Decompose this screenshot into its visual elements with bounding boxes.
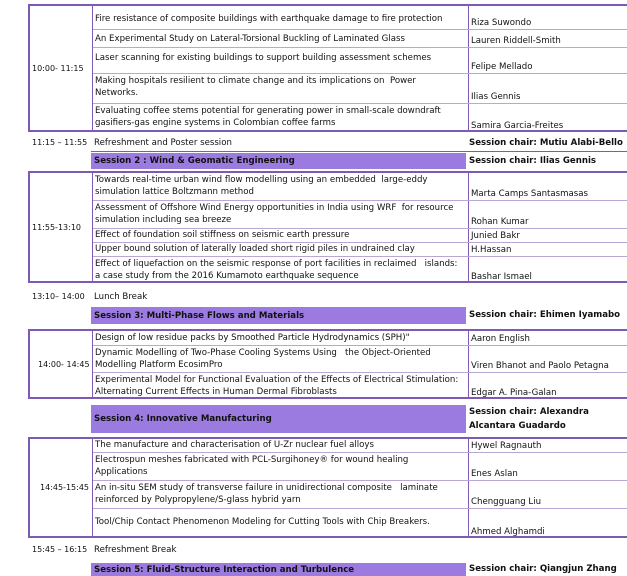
session-block-1 <box>28 4 627 132</box>
time-slot: 13:10– 14:00 <box>32 292 85 301</box>
session-block-2 <box>28 171 627 283</box>
time-slot: 14:45-15:45 <box>40 483 89 492</box>
table-row <box>93 331 627 346</box>
paper-title: Laser scanning for existing buildings to support building assessment schemes <box>95 53 432 63</box>
table-row <box>93 373 627 399</box>
table-row <box>93 229 627 243</box>
session-chair: Session chair: Ehimen Iyamabo <box>469 310 621 320</box>
table-row <box>93 173 627 201</box>
paper-title: Dynamic Modelling of Two-Phase Cooling Systems Using the Object-Oriented Modelling Platform EcosimPro <box>95 348 431 370</box>
paper-author: H.Hassan <box>471 245 512 255</box>
table-row <box>93 243 627 257</box>
paper-title: Assessment of Offshore Wind Energy opportunities in India using WRF for resource simulation including sea breeze <box>95 203 454 225</box>
session-chair: Session chair: Ilias Gennis <box>469 156 597 166</box>
session-chair: Session chair: Qiangjun Zhang <box>469 564 617 574</box>
table-row <box>93 509 627 538</box>
paper-title: Electrospun meshes fabricated with PCL-Surgihoney® for wound healing Applications <box>95 455 409 477</box>
break-row <box>28 292 627 306</box>
session-chair: Session chair: Alexandra Alcantara Guadardo <box>469 407 589 431</box>
break-row <box>28 138 627 152</box>
paper-author: Rohan Kumar <box>471 217 529 227</box>
paper-title: Towards real-time urban wind flow modelling using an embedded large-eddy simulation lattice Boltzmann method <box>95 175 428 197</box>
paper-title: An in-situ SEM study of transverse failure in unidirectional composite laminate reinforced by Polypropylene/S-glass hybrid yarn <box>95 483 438 505</box>
table-row <box>93 439 627 453</box>
time-slot: 10:00- 11:15 <box>32 63 84 73</box>
session-chair: Session chair: Mutiu Alabi-Bello <box>469 138 623 148</box>
paper-author: Aaron English <box>471 334 530 344</box>
break-label: Lunch Break <box>94 292 148 302</box>
table-row <box>93 481 627 509</box>
paper-author: Marta Camps Santasmasas <box>471 189 589 199</box>
paper-title: Evaluating coffee stems potential for generating power in small-scale downdraft gasifiers-gas engine systems in Colombian coffee farms <box>95 106 441 128</box>
table-row <box>93 48 627 74</box>
session-header: Session 2 : Wind & Geomatic Engineering <box>91 153 466 169</box>
paper-author: Bashar Ismael <box>471 272 532 282</box>
break-label: Refreshment and Poster session <box>94 138 232 148</box>
paper-title: Tool/Chip Contact Phenomenon Modeling for Cutting Tools with Chip Breakers. <box>95 517 430 527</box>
session-block-4 <box>28 437 627 538</box>
paper-author: Edgar A. Pina-Galan <box>471 388 557 398</box>
paper-author: Riza Suwondo <box>471 18 532 28</box>
table-row <box>93 74 627 104</box>
session-block-3 <box>28 329 627 399</box>
paper-title: An Experimental Study on Lateral-Torsional Buckling of Laminated Glass <box>95 34 405 44</box>
paper-author: Enes Aslan <box>471 469 518 479</box>
table-row <box>93 6 627 30</box>
time-slot: 15:45 – 16:15 <box>32 545 88 554</box>
paper-author: Hywel Ragnauth <box>471 441 542 451</box>
session-header: Session 5: Fluid-Structure Interaction and Turbulence <box>91 563 466 576</box>
session-header: Session 3: Multi-Phase Flows and Materials <box>91 307 466 324</box>
session-header: Session 4: Innovative Manufacturing <box>91 405 466 433</box>
paper-author: Viren Bhanot and Paolo Petagna <box>471 361 609 371</box>
paper-title: Design of low residue packs by Smoothed Particle Hydrodynamics (SPH)" <box>95 333 410 343</box>
table-row <box>93 30 627 48</box>
paper-title: Fire resistance of composite buildings with earthquake damage to fire protection <box>95 14 443 24</box>
time-slot: 11:15 – 11:55 <box>32 138 88 147</box>
paper-title: Upper bound solution of laterally loaded short rigid piles in undrained clay <box>95 244 415 254</box>
paper-author: Chengguang Liu <box>471 497 542 507</box>
break-label: Refreshment Break <box>94 545 177 555</box>
paper-author: Felipe Mellado <box>471 62 533 72</box>
table-row <box>93 201 627 229</box>
paper-author: Ahmed Alghamdi <box>471 527 545 537</box>
table-row <box>93 346 627 373</box>
table-row <box>93 453 627 481</box>
table-row <box>93 257 627 283</box>
time-slot: 14:00- 14:45 <box>38 359 90 369</box>
paper-author: Lauren Riddell-Smith <box>471 36 561 46</box>
time-slot: 11:55-13:10 <box>32 222 81 232</box>
paper-title: Effect of foundation soil stiffness on seismic earth pressure <box>95 230 350 240</box>
paper-author: Ilias Gennis <box>471 92 521 102</box>
paper-author: Junied Bakr <box>471 231 520 241</box>
paper-title: Effect of liquefaction on the seismic response of port facilities in reclaimed islands: a case study from the 2016 Kumamoto earthquake sequence <box>95 259 458 281</box>
paper-title: Making hospitals resilient to climate change and its implications on Power Networks. <box>95 76 416 98</box>
table-row <box>93 104 627 132</box>
paper-title: The manufacture and characterisation of U-Zr nuclear fuel alloys <box>95 440 374 450</box>
break-row <box>28 545 627 559</box>
paper-title: Experimental Model for Functional Evaluation of the Effects of Electrical Stimulation: Alternating Current Effects in Human Dermal Fibroblasts <box>95 375 459 397</box>
paper-author: Samira Garcia-Freites <box>471 121 564 131</box>
